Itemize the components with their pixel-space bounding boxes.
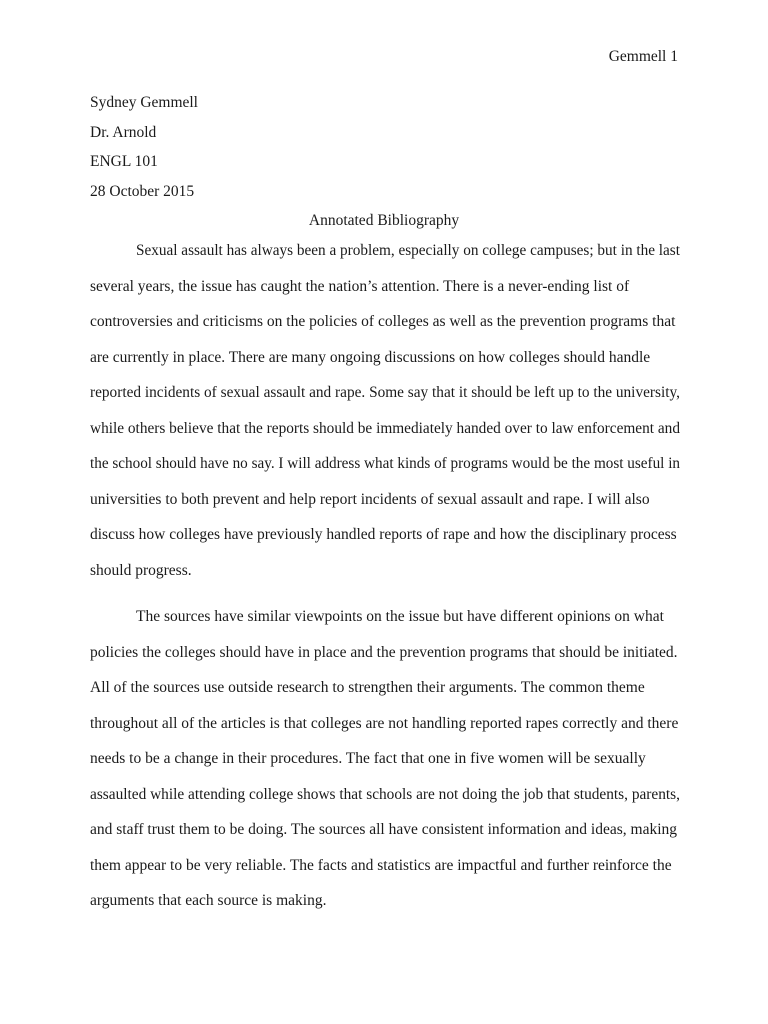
paragraph-1: [90, 241, 680, 596]
text-line: arguments that each source is making.: [90, 892, 327, 909]
text-line: needs to be a change in their procedures. The fact that one in five women will be sexually: [90, 750, 646, 767]
paragraph-2: [90, 607, 680, 927]
text-line: throughout all of the articles is that colleges are not handling reported rapes correctly and there: [90, 714, 679, 732]
text-line: Sexual assault has always been a problem, especially on college campuses; but in the last: [136, 242, 680, 259]
text-line: the school should have no say. I will address what kinds of programs would be the most useful in: [90, 455, 681, 472]
instructor-name: Dr. Arnold: [90, 123, 157, 141]
document-title: Annotated Bibliography: [308, 212, 460, 229]
text-line: and staff trust them to be doing. The sources all have consistent information and ideas, making: [90, 821, 678, 838]
text-line: them appear to be very reliable. The facts and statistics are impactful and further reinforce the: [90, 856, 672, 874]
running-head: Gemmell 1: [608, 48, 678, 65]
text-line: several years, the issue has caught the nation’s attention. There is a never-ending list of: [90, 277, 630, 295]
course-name: ENGL 101: [90, 153, 158, 170]
text-line: controversies and criticisms on the policies of colleges as well as the prevention programs that: [90, 313, 676, 330]
mla-heading: [90, 93, 198, 211]
text-line: discuss how colleges have previously handled reports of rape and how the disciplinary process: [90, 526, 677, 543]
text-line: universities to both prevent and help report incidents of sexual assault and rape. I will also: [90, 490, 650, 508]
text-line: policies the colleges should have in place and the prevention programs that should be initiated.: [90, 643, 678, 661]
author-name: Sydney Gemmell: [90, 94, 198, 111]
text-line: All of the sources use outside research to strengthen their arguments. The common theme: [90, 679, 645, 696]
text-line: are currently in place. There are many ongoing discussions on how colleges should handle: [90, 348, 651, 366]
text-line: should progress.: [90, 561, 192, 579]
text-line: assaulted while attending college shows that schools are not doing the job that students, parents,: [90, 785, 681, 803]
text-line: The sources have similar viewpoints on the issue but have different opinions on what: [136, 608, 664, 625]
text-line: while others believe that the reports should be immediately handed over to law enforcement and: [90, 419, 681, 437]
text-line: reported incidents of sexual assault and rape. Some say that it should be left up to the university,: [90, 384, 680, 401]
date-line: 28 October 2015: [90, 182, 195, 200]
